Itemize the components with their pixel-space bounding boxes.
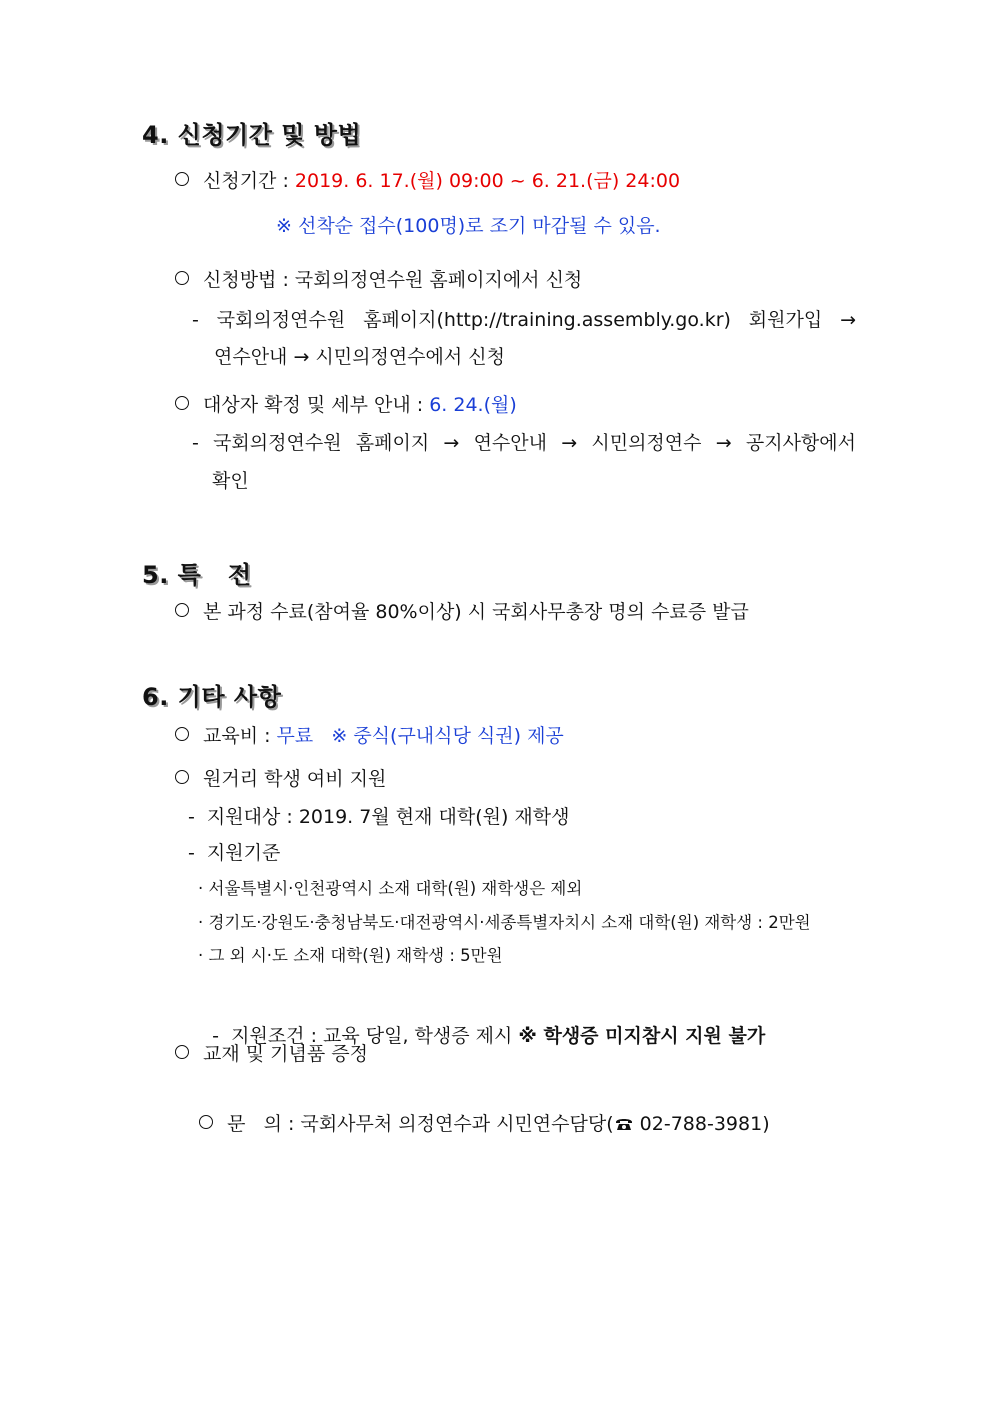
application-method (175, 267, 582, 293)
confirmation-detail-line2: 확인 (212, 470, 249, 492)
application-method-detail-line2: 연수안내 → 시민의정연수에서 신청 (214, 346, 505, 368)
fee-item (175, 723, 564, 749)
phone-icon (614, 1113, 634, 1139)
circle-bullet-icon (175, 603, 189, 617)
criteria-item-1: · 서울특별시·인천광역시 소재 대학(원) 재학생은 제외 (198, 879, 583, 898)
certificate-text: 본 과정 수료(참여율 80%이상) 시 국회사무총장 명의 수료증 발급 (203, 601, 749, 623)
circle-bullet-icon (175, 727, 189, 741)
confirmation-notice (175, 392, 517, 418)
gift-text: 교재 및 기념품 증정 (203, 1043, 368, 1065)
circle-bullet-icon (175, 271, 189, 285)
section-5-heading: 5. 특 전 (142, 561, 252, 589)
circle-bullet-icon (175, 396, 189, 410)
support-condition-warning: ※ 학생증 미지참시 지원 불가 (518, 1025, 766, 1047)
confirmation-detail-line1: - 국회의정연수원 홈페이지 → 연수안내 → 시민의정연수 → 공지사항에서 (192, 432, 856, 454)
gift-item (175, 1041, 368, 1067)
criteria-item-2: · 경기도·강원도·충청남북도·대전광역시·세종특별자치시 소재 대학(원) 재학생 : 2만원 (198, 913, 811, 932)
section-6-heading: 6. 기타 사항 (142, 683, 282, 711)
criteria-item-3: · 그 외 시·도 소재 대학(원) 재학생 : 5만원 (198, 946, 503, 965)
support-target: - 지원대상 : 2019. 7월 현재 대학(원) 재학생 (188, 806, 570, 828)
support-criteria-label: - 지원기준 (188, 842, 281, 864)
circle-bullet-icon (175, 172, 189, 186)
application-period-label: 신청기간 : (203, 170, 295, 192)
contact-phone: 02-788-3981) (633, 1113, 770, 1135)
circle-bullet-icon (199, 1115, 213, 1129)
confirmation-label: 대상자 확정 및 세부 안내 : (203, 394, 430, 416)
travel-support-label: 원거리 학생 여비 지원 (203, 768, 387, 790)
circle-bullet-icon (175, 1045, 189, 1059)
contact-label: 문 의 : 국회사무처 의정연수과 시민연수담당( (227, 1113, 614, 1135)
travel-support-item (175, 766, 386, 792)
fee-label: 교육비 : (203, 725, 277, 747)
confirmation-date: 6. 24.(월) (429, 394, 517, 416)
contact-item (175, 1085, 770, 1165)
application-period-value: 2019. 6. 17.(월) 09:00 ~ 6. 21.(금) 24:00 (294, 170, 681, 192)
support-condition-label: - 지원조건 : 교육 당일, 학생증 제시 (212, 1025, 519, 1047)
application-period (175, 168, 680, 194)
section-4-heading: 4. 신청기간 및 방법 (142, 121, 362, 149)
fee-value: 무료 ※ 중식(구내식당 식권) 제공 (276, 725, 564, 747)
application-method-detail-line1: - 국회의정연수원 홈페이지(http://training.assembly.go.kr) 회원가입 → (192, 309, 856, 331)
early-closing-note: ※ 선착순 접수(100명)로 조기 마감될 수 있음. (276, 215, 661, 237)
circle-bullet-icon (175, 770, 189, 784)
application-method-label: 신청방법 : 국회의정연수원 홈페이지에서 신청 (203, 269, 583, 291)
certificate-item (175, 599, 749, 625)
